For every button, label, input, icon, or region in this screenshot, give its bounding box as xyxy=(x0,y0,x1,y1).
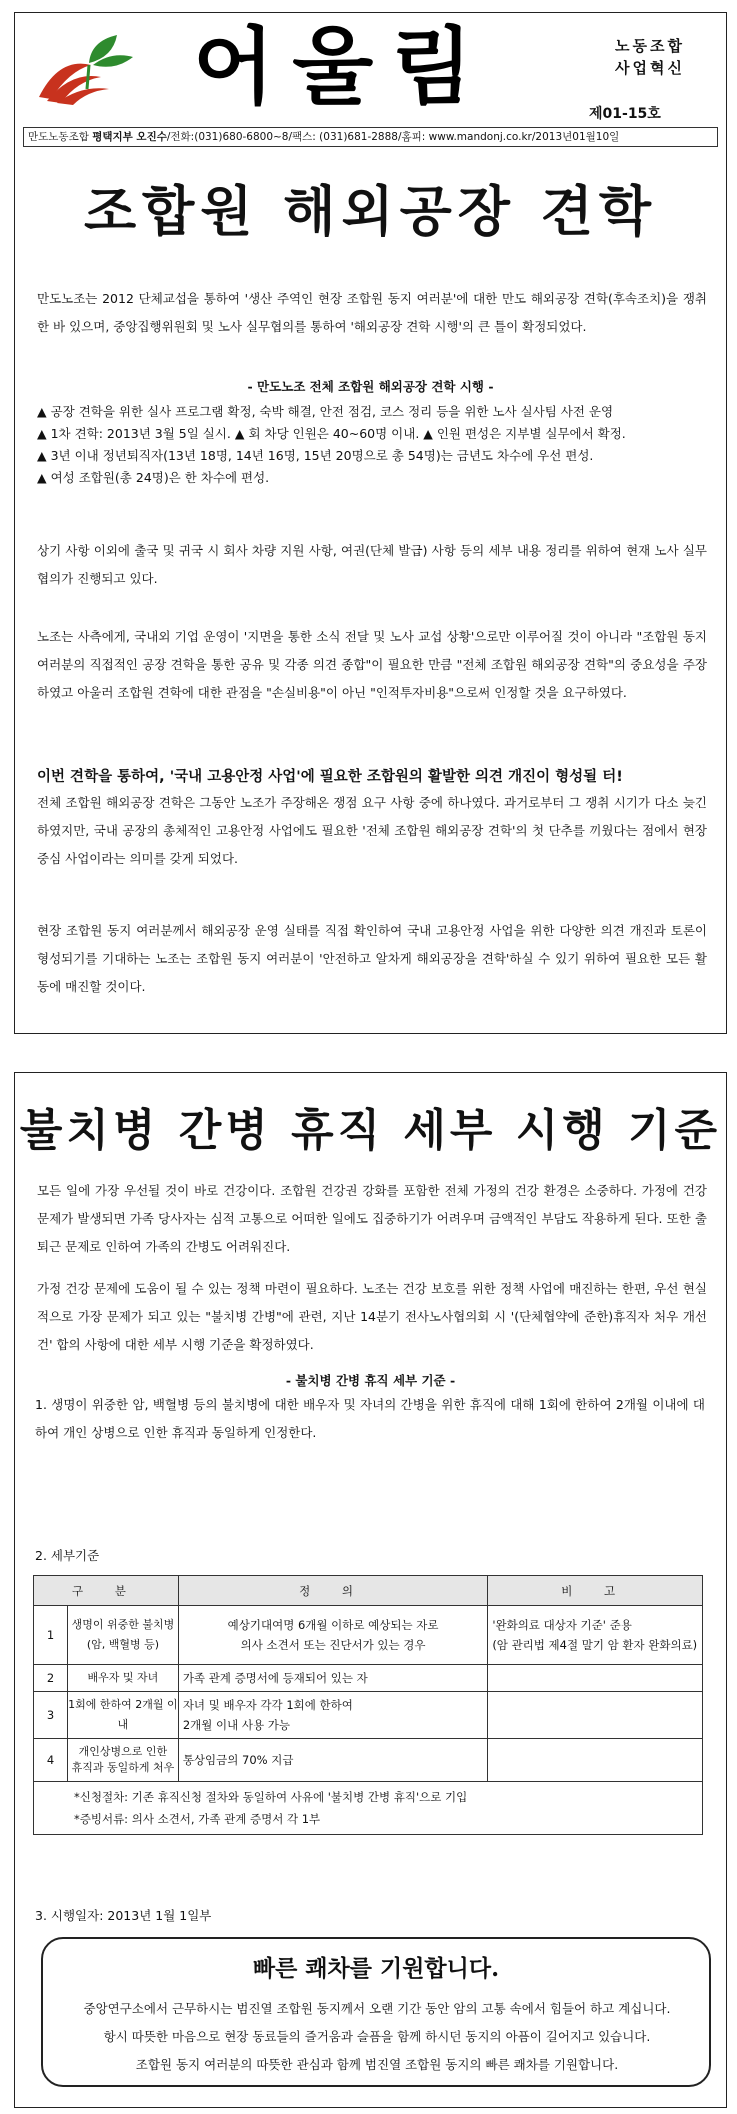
table-footnote-row xyxy=(34,1782,703,1835)
union-logo-icon xyxy=(29,27,139,107)
masthead xyxy=(15,13,726,125)
masthead-subtitle-line1: 노동조합 xyxy=(615,37,685,55)
row-number: 2 xyxy=(34,1665,68,1691)
masthead-subtitle xyxy=(580,35,720,79)
article1-paragraph-4: 전체 조합원 해외공장 견학은 그동안 노조가 주장해온 쟁점 요구 사항 중에 하나였다. 과거로부터 그 쟁취 시기가 다소 늦긴 하였지만, 국내 공장의 총체적인 고용안정 사업에도 필요한 '전체 조합원 해외공장 견학'의 첫 단추를 끼웠다는 점에서 현장 중심 사업이라는 의미를 갖게 되었다. xyxy=(37,795,707,866)
article1-section-title: - 만도노조 전체 조합원 해외공장 견학 시행 - xyxy=(247,379,494,394)
list-item: ▲ 3년 이내 정년퇴직자(13년 18명, 14년 16명, 15년 20명으로 총 54명)는 금년도 차수에 우선 편성. xyxy=(37,448,594,463)
article1-paragraph-5: 현장 조합원 동지 여러분께서 해외공장 운영 실태를 직접 확인하여 국내 고용안정 사업을 위한 다양한 의견 개진과 토론이 형성되기를 기대하는 노조는 조합원 동지 여러분이 '안전하고 알차게 해외공장을 견학'하실 수 있기 위하여 필요한 모든 활동에 매진할 것이다. xyxy=(37,923,707,994)
row-category: 생명이 위중한 불치병 (암, 백혈병 등) xyxy=(71,1618,175,1651)
row-note xyxy=(488,1692,703,1739)
info-union: 만도노동조합 xyxy=(28,131,89,143)
table-header-definition: 정 의 xyxy=(178,1576,487,1606)
info-branch: 평택지부 오진수 xyxy=(92,131,167,143)
article1-paragraph-3: 노조는 사측에게, 국내외 기업 운영이 '지면을 통한 소식 전달 및 노사 교섭 상황'으로만 이루어질 것이 아니라 "조합원 동지 여러분의 직접적인 공장 견학을 통한 공유 및 각종 의견 종합"이 필요한 만큼 "전체 조합원 해외공장 견학"의 중요성을 주장하였고 아울러 조합원 견학에 대한 관점을 "손실비용"이 아닌 "인적투자비용"으로써 인정할 것을 요구하였다. xyxy=(37,629,707,700)
notice-line: 항시 따뜻한 마음으로 현장 동료들의 즐거움과 슬픔을 함께 하시던 동지의 아픔이 길어지고 있습니다. xyxy=(103,2029,651,2044)
row-definition: 예상기대여명 6개월 이하로 예상되는 자로 의사 소견서 또는 진단서가 있는 경우 xyxy=(178,1606,487,1665)
table-row xyxy=(34,1665,703,1692)
notice-text xyxy=(57,1995,697,2079)
article1-intro: 만도노조는 2012 단체교섭을 통하여 '생산 주역인 현장 조합원 동지 여러분'에 대한 만도 해외공장 견학(후속조치)을 쟁취한 바 있으며, 중앙집행위원회 및 노사 실무협의를 통하여 '해외공장 견학 시행'의 큰 틀이 확정되었다. xyxy=(37,291,707,334)
row-number: 1 xyxy=(34,1606,68,1664)
newsletter-page-1 xyxy=(14,12,727,1034)
row-category: 개인상병으로 인한 휴직과 동일하게 처우 xyxy=(71,1745,175,1774)
newsletter-page-2 xyxy=(14,1072,727,2108)
info-contacts: /전화:(031)680-6800~8/팩스: (031)681-2888/홈피: www.mandonj.co.kr/2013년01월10일 xyxy=(166,131,620,143)
criteria-table xyxy=(33,1575,703,1835)
row-number: 3 xyxy=(34,1692,68,1738)
notice-line: 조합원 동지 여러분의 따뜻한 관심과 함께 범진열 조합원 동지의 빠른 쾌차를 기원합니다. xyxy=(135,2057,619,2072)
table-row xyxy=(34,1692,703,1739)
table-header-note: 비 고 xyxy=(488,1576,703,1606)
row-note xyxy=(488,1739,703,1782)
article1-paragraph-2: 상기 사항 이외에 출국 및 귀국 시 회사 차량 지원 사항, 여권(단체 발급) 사항 등의 세부 내용 정리를 위하여 현재 노사 실무협의가 진행되고 있다. xyxy=(37,543,707,586)
article1-subheading: 이번 견학을 통하여, '국내 고용안정 사업'에 필요한 조합원의 활발한 의견 개진이 형성될 터! xyxy=(37,769,623,785)
row-category: 1회에 한하여 2개월 이내 xyxy=(68,1698,178,1731)
criteria-item-2-label: 2. 세부기준 xyxy=(35,1548,100,1563)
issue-number: 제01-15호 xyxy=(589,106,661,122)
row-definition: 가족 관계 증명서에 등재되어 있는 자 xyxy=(178,1665,487,1692)
notice-title: 빠른 쾌차를 기원합니다. xyxy=(252,1955,500,1982)
row-note: '완화의료 대상자 기준' 준용 (암 관리법 제4절 말기 암 환자 완화의료) xyxy=(488,1606,703,1665)
contact-info-bar xyxy=(23,127,718,147)
row-note xyxy=(488,1665,703,1692)
table-row xyxy=(34,1606,703,1665)
article2-paragraph-1: 모든 일에 가장 우선될 것이 바로 건강이다. 조합원 건강권 강화를 포함한 전체 가정의 건강 환경은 소중하다. 가정에 건강 문제가 발생되면 가족 당사자는 심적 고통으로 어떠한 일에도 집중하기가 어려우며 금액적인 부담도 작용하게 된다. 또한 출퇴근 문제로 인하여 가족의 간병도 어려워진다. xyxy=(37,1183,707,1254)
row-definition: 자녀 및 배우자 각각 1회에 한하여 2개월 이내 사용 가능 xyxy=(178,1692,487,1739)
newsletter-title: 어울림 xyxy=(193,18,491,116)
row-category: 배우자 및 자녀 xyxy=(87,1671,159,1684)
criteria-item-3: 3. 시행일자: 2013년 1월 1일부 xyxy=(35,1908,212,1923)
list-item: ▲ 공장 견학을 위한 실사 프로그램 확정, 숙박 해결, 안전 점검, 코스 정리 등을 위한 노사 실사팀 사전 운영 xyxy=(37,404,614,419)
article1-bullet-list xyxy=(37,401,717,489)
notice-line: 중앙연구소에서 근무하시는 범진열 조합원 동지께서 오랜 기간 동안 암의 고통 속에서 힘들어 하고 계십니다. xyxy=(83,2001,671,2016)
article2-section-title: - 불치병 간병 휴직 세부 기준 - xyxy=(285,1373,456,1388)
article2-paragraph-2: 가정 건강 문제에 도움이 될 수 있는 정책 마련이 필요하다. 노조는 건강 보호를 위한 정책 사업에 매진하는 한편, 우선 현실적으로 가장 문제가 되고 있는 "불치병 간병"에 관련, 지난 14분기 전사노사협의회 시 '(단체협약에 준한)휴직자 처우 개선 건' 합의 사항에 대한 세부 시행 기준을 확정하였다. xyxy=(37,1281,707,1352)
table-footnote: *증빙서류: 의사 소견서, 가족 관계 증명서 각 1부 xyxy=(74,1812,321,1826)
article1-headline: 조합원 해외공장 견학 xyxy=(83,179,658,243)
row-definition: 통상임금의 70% 지급 xyxy=(178,1739,487,1782)
row-number: 4 xyxy=(34,1739,68,1781)
list-item: ▲ 여성 조합원(총 24명)은 한 차수에 편성. xyxy=(37,470,270,485)
masthead-subtitle-line2: 사업혁신 xyxy=(615,59,685,77)
table-footnote: *신청절차: 기존 휴직신청 절차와 동일하여 사유에 '불치병 간병 휴직'으로 기입 xyxy=(74,1790,468,1804)
table-row xyxy=(34,1739,703,1782)
table-header-category: 구 분 xyxy=(34,1576,179,1606)
get-well-notice xyxy=(41,1937,711,2087)
list-item: ▲ 1차 견학: 2013년 3월 5일 실시. ▲ 회 차당 인원은 40~60명 이내. ▲ 인원 편성은 지부별 실무에서 확정. xyxy=(37,426,626,441)
article2-headline: 불치병 간병 휴직 세부 시행 기준 xyxy=(19,1105,722,1156)
criteria-item-1: 1. 생명이 위중한 암, 백혈병 등의 불치병에 대한 배우자 및 자녀의 간병을 위한 휴직에 대해 1회에 한하여 2개월 이내에 대하여 개인 상병으로 인한 휴직과 동일하게 인정한다. xyxy=(35,1397,705,1440)
